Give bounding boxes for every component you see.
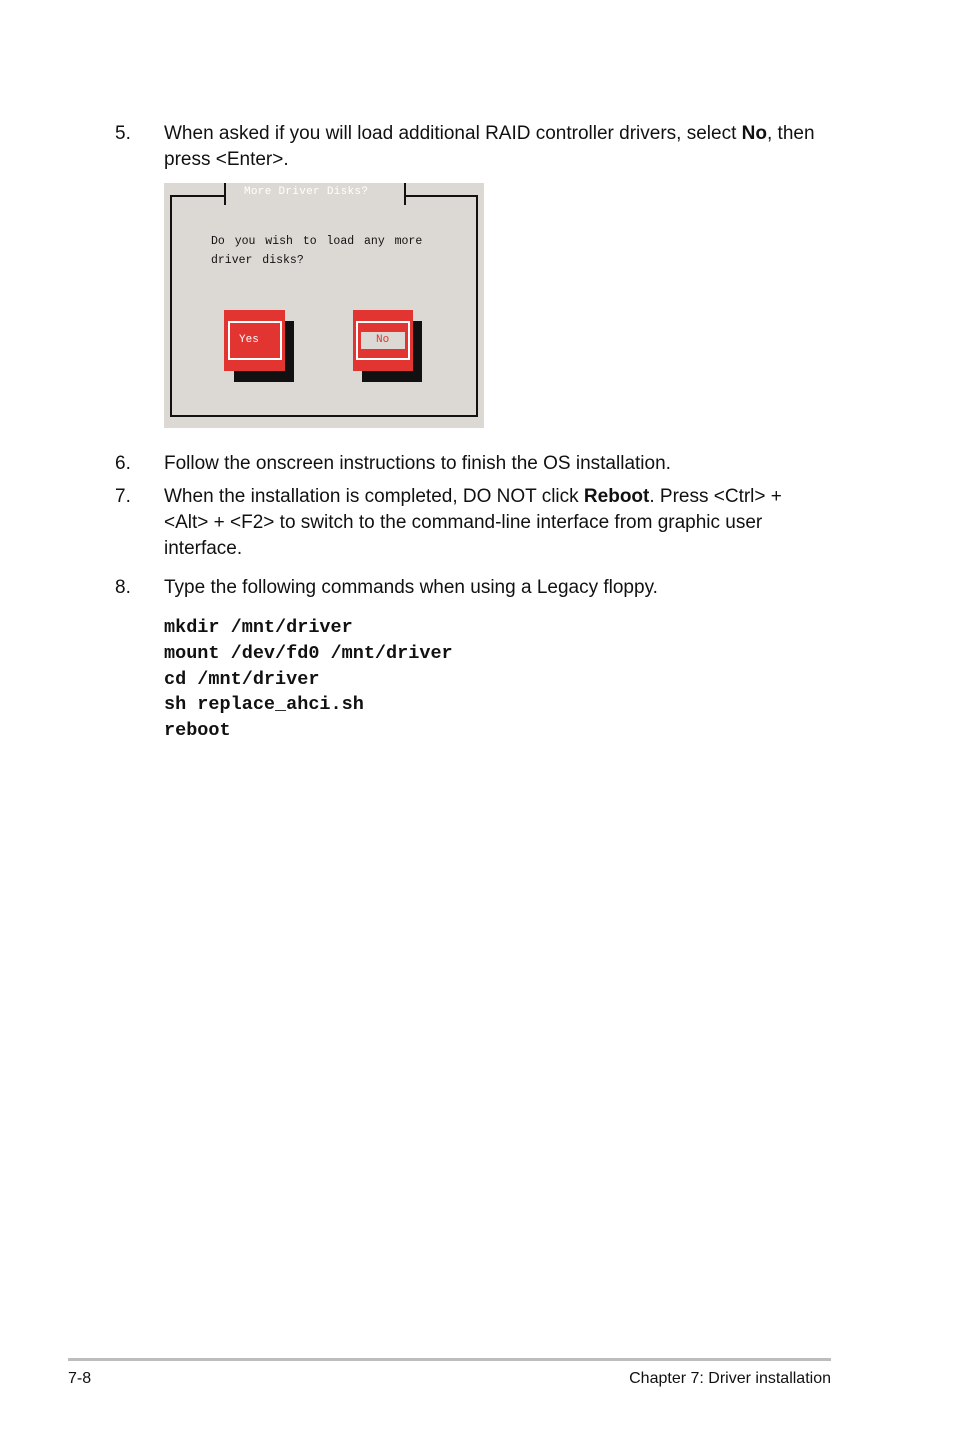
dialog-message: Do you wish to load any more driver disks? [211,235,423,267]
step-number: 8. [115,577,131,598]
step-number: 6. [115,453,131,474]
step-text: Type the following commands when using a Legacy floppy. [164,577,658,598]
dialog-title: More Driver Disks? [244,186,369,198]
driver-disks-dialog-screenshot [164,183,484,428]
no-button-label: No [376,334,390,346]
yes-button[interactable] [224,310,285,371]
yes-button-label: Yes [239,334,259,346]
step-5 [0,121,954,173]
step-text: Follow the onscreen instructions to finish the OS installation. [164,453,671,474]
step-text: When the installation is completed, DO NOT click Reboot. Press <Ctrl> + <Alt> + <F2> to switch to the command-line interface from graphic user interface. [164,486,782,559]
no-button[interactable] [353,310,413,371]
step-number: 5. [115,123,131,144]
dialog-frame [170,195,478,417]
bold-term: No [741,123,767,144]
step-8 [0,575,954,601]
command-line: mount /dev/fd0 /mnt/driver [164,642,453,664]
command-block [164,615,453,744]
command-line: cd /mnt/driver [164,668,320,690]
command-line: reboot [164,720,231,742]
step-text: When asked if you will load additional RAID controller drivers, select No, then press <Enter>. [164,123,815,170]
step-number: 7. [115,486,131,507]
footer-divider [68,1358,831,1361]
step-7 [0,484,954,562]
command-line: mkdir /mnt/driver [164,617,353,638]
page-number: 7-8 [68,1370,92,1387]
bold-term: Reboot [583,486,650,507]
step-6 [0,451,954,477]
chapter-title: Chapter 7: Driver installation [629,1370,831,1387]
command-line: sh replace_ahci.sh [164,694,364,716]
